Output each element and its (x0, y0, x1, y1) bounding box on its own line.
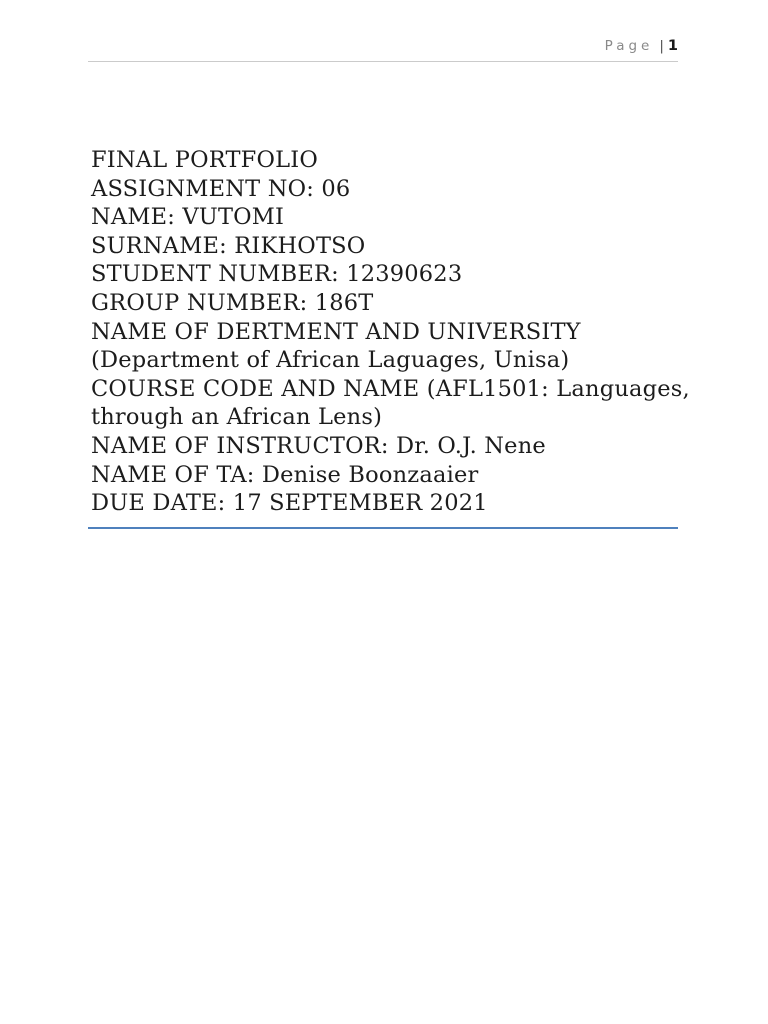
page-header-separator: | (659, 38, 664, 54)
document-line: NAME OF DERTMENT AND UNIVERSITY (91, 318, 581, 345)
document-line: (Department of African Laguages, Unisa) (91, 347, 570, 374)
page-header-label: Page (604, 38, 654, 54)
title-block (88, 146, 690, 529)
page-header-number: 1 (667, 38, 678, 54)
document-line: GROUP NUMBER: 186T (91, 289, 374, 316)
document-line: DUE DATE: 17 SEPTEMBER 2021 (91, 490, 488, 517)
document-line: NAME: VUTOMI (91, 204, 285, 231)
document-line: COURSE CODE AND NAME (AFL1501: Languages, (91, 375, 690, 402)
document-line: STUDENT NUMBER: 12390623 (91, 261, 463, 288)
document-line: through an African Lens) (91, 404, 383, 431)
document-line: ASSIGNMENT NO: 06 (91, 175, 351, 202)
page-header (88, 38, 678, 62)
document-line: FINAL PORTFOLIO (91, 147, 319, 173)
document-line: NAME OF INSTRUCTOR: Dr. O.J. Nene (91, 432, 546, 459)
document-line: SURNAME: RIKHOTSO (91, 232, 366, 259)
document-line: NAME OF TA: Denise Boonzaaier (91, 461, 479, 488)
